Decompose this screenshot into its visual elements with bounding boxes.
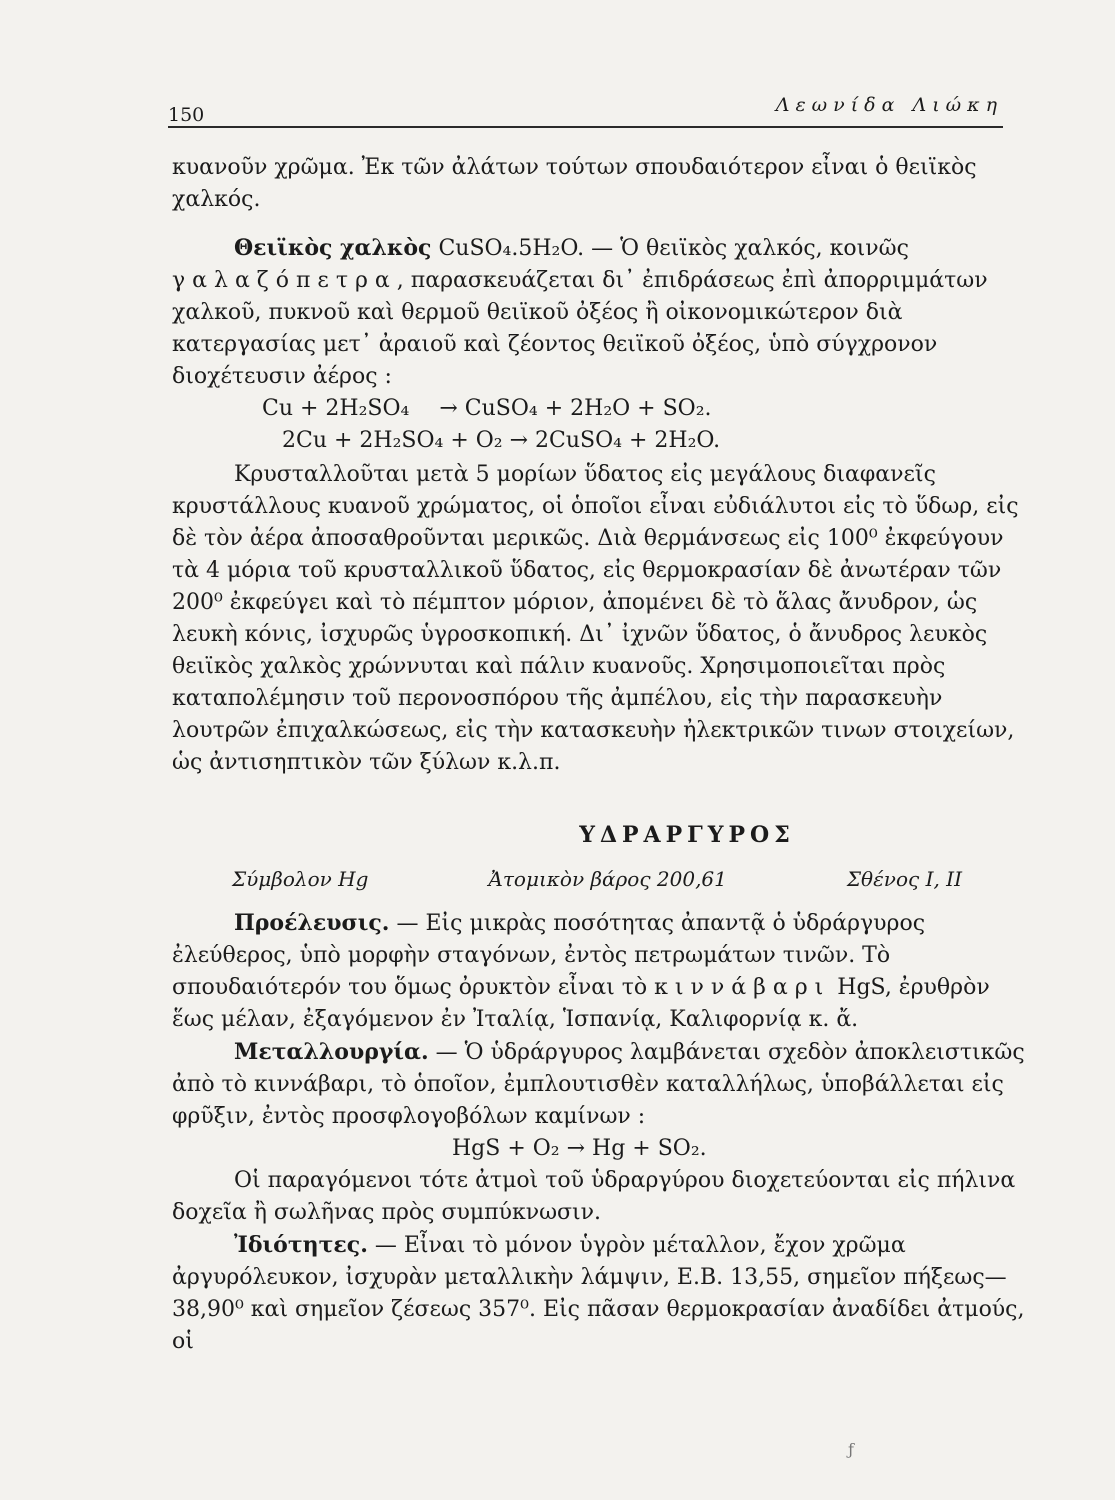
running-head: Λεωνίδα Λιώκη [775,94,1003,116]
metallurgy-after-paragraph: Οἱ παραγόμενοι τότε ἀτμοὶ τοῦ ὑδραργύρου διοχετεύονται εἰς πήλινα δοχεῖα ἢ σωλῆνας πρὸς συμπύκνωσιν. [172,1168,1016,1225]
reaction-1 [172,393,1032,425]
atomic-weight: Ἀτομικὸν βάρος 200,61 [488,867,727,891]
section-title: ΥΔΡΑΡΓΥΡΟΣ [579,822,795,848]
reaction-3: HgS + O₂ → Hg + SO₂. [452,1136,707,1161]
origin-text-after: HgS, ἐρυθρὸν ἕως μέλαν, ἐξαγόμενον ἐν Ἰταλίᾳ, Ἱσπανίᾳ, Καλιφορνίᾳ κ. ἄ. [172,975,990,1032]
element-properties [172,863,1032,897]
reaction-1-left: Cu + 2H₂SO₄ [262,396,410,421]
intro-paragraph: κυανοῦν χρῶμα. Ἐκ τῶν ἀλάτων τούτων σπουδαιότερον εἶναι ὁ θειϊκὸς χαλκός. [172,155,977,212]
element-symbol: Σύμβολον Hg [232,867,369,891]
page-number: 150 [168,104,205,126]
copper-sulfate-paragraph [172,232,1032,393]
copper-sulfate-text-after: , παρασκευάζεται δι᾽ ἐπιδράσεως ἐπὶ ἀπορριμμάτων χαλκοῦ, πυκνοῦ καὶ θερμοῦ θειϊκοῦ ὀξέος ἢ οἰκονομικώτερον διὰ κατεργασίας μετ᾽ ἀραιοῦ καὶ ζέοντος θειϊκοῦ ὀξέος, ὑπὸ σύγχρονον διοχέτευσιν ἀέρος : [172,268,988,389]
page-body [172,152,1032,1358]
properties-term: Ἰδιότητες. [234,1232,368,1258]
origin-text-before: — Εἰς μικρὰς ποσότητας ἀπαντᾷ ὁ ὑδράργυρος ἐλεύθερος, ὑπὸ μορφὴν σταγόνων, ἐντὸς πετρωμάτων τινῶν. Τὸ σπουδαιότερόν του ὅμως ὀρυκτὸν εἶναι τὸ [172,911,926,1000]
margin-mark: ƒ [848,1440,854,1459]
reaction-1-right: → CuSO₄ + 2H₂O + SO₂. [439,396,712,421]
copper-sulfate-spaced-word: γαλαζόπετρα [172,268,397,293]
origin-term: Προέλευσις. [234,910,390,936]
page-header [168,92,1003,128]
metallurgy-text: — Ὁ ὑδράργυρος λαμβάνεται σχεδὸν ἀποκλειστικῶς ἀπὸ τὸ κιννάβαρι, τὸ ὁποῖον, ἐμπλουτισθὲν καταλλήλως, ὑποβάλλεται εἰς φρῦξιν, ἐντὸς προσφλογοβόλων καμίνων : [172,1040,1025,1129]
origin-paragraph [172,907,1032,1036]
crystal-paragraph: Κρυσταλλοῦται μετὰ 5 μορίων ὕδατος εἰς μεγάλους διαφανεῖς κρυστάλλους κυανοῦ χρώματος, οἱ ὁποῖοι εἶναι εὐδιάλυτοι εἰς τὸ ὕδωρ, εἰς δὲ τὸν ἀέρα ἀποσαθροῦνται μερικῶς. Διὰ θερμάνσεως εἰς 100⁰ ἐκφεύγουν τὰ 4 μόρια τοῦ κρυσταλλικοῦ ὕδατος, εἰς θερμοκρασίαν δὲ ἀνωτέραν τῶν 200⁰ ἐκφεύγει καὶ τὸ πέμπτον μόριον, ἀπομένει δὲ τὸ ἅλας ἄνυδρον, ὡς λευκὴ κόνις, ἰσχυρῶς ὑγροσκοπική. Δι᾽ ἰχνῶν ὕδατος, ὁ ἄνυδρος λευκὸς θειϊκὸς χαλκὸς χρώννυται καὶ πάλιν κυανοῦς. Χρησιμοποιεῖται πρὸς καταπολέμησιν τοῦ περονοσπόρου τῆς ἀμπέλου, εἰς τὴν παρασκευὴν λουτρῶν ἐπιχαλκώσεως, εἰς τὴν κατασκευὴν ἠλεκτρικῶν τινων στοιχείων, ὡς ἀντισηπτικὸν τῶν ξύλων κ.λ.π. [172,462,1019,775]
copper-sulfate-text-before: — Ὁ θειϊκὸς χαλκός, κοινῶς [584,236,909,261]
copper-sulfate-formula: CuSO₄.5H₂O. [438,236,585,261]
properties-text: — Εἶναι τὸ μόνον ὑγρὸν μέταλλον, ἔχον χρῶμα ἀργυρόλευκον, ἰσχυρὰν μεταλλικὴν λάμψιν, Ε.Β. 13,55, σημεῖον πήξεως—38,90⁰ καὶ σημεῖον ζέσεως 357⁰. Εἰς πᾶσαν θερμοκρασίαν ἀναδίδει ἀτμούς, οἱ [172,1233,1025,1354]
reaction-2: 2Cu + 2H₂SO₄ + O₂ → 2CuSO₄ + 2H₂O. [282,428,721,453]
origin-spaced-word: κιννάβαρι [654,975,831,1000]
metallurgy-paragraph [172,1036,1032,1133]
properties-paragraph [172,1229,1032,1358]
metallurgy-term: Μεταλλουργία. [234,1039,429,1065]
valence: Σθένος I, II [846,867,962,891]
copper-sulfate-term: Θειϊκὸς χαλκὸς [234,235,432,261]
